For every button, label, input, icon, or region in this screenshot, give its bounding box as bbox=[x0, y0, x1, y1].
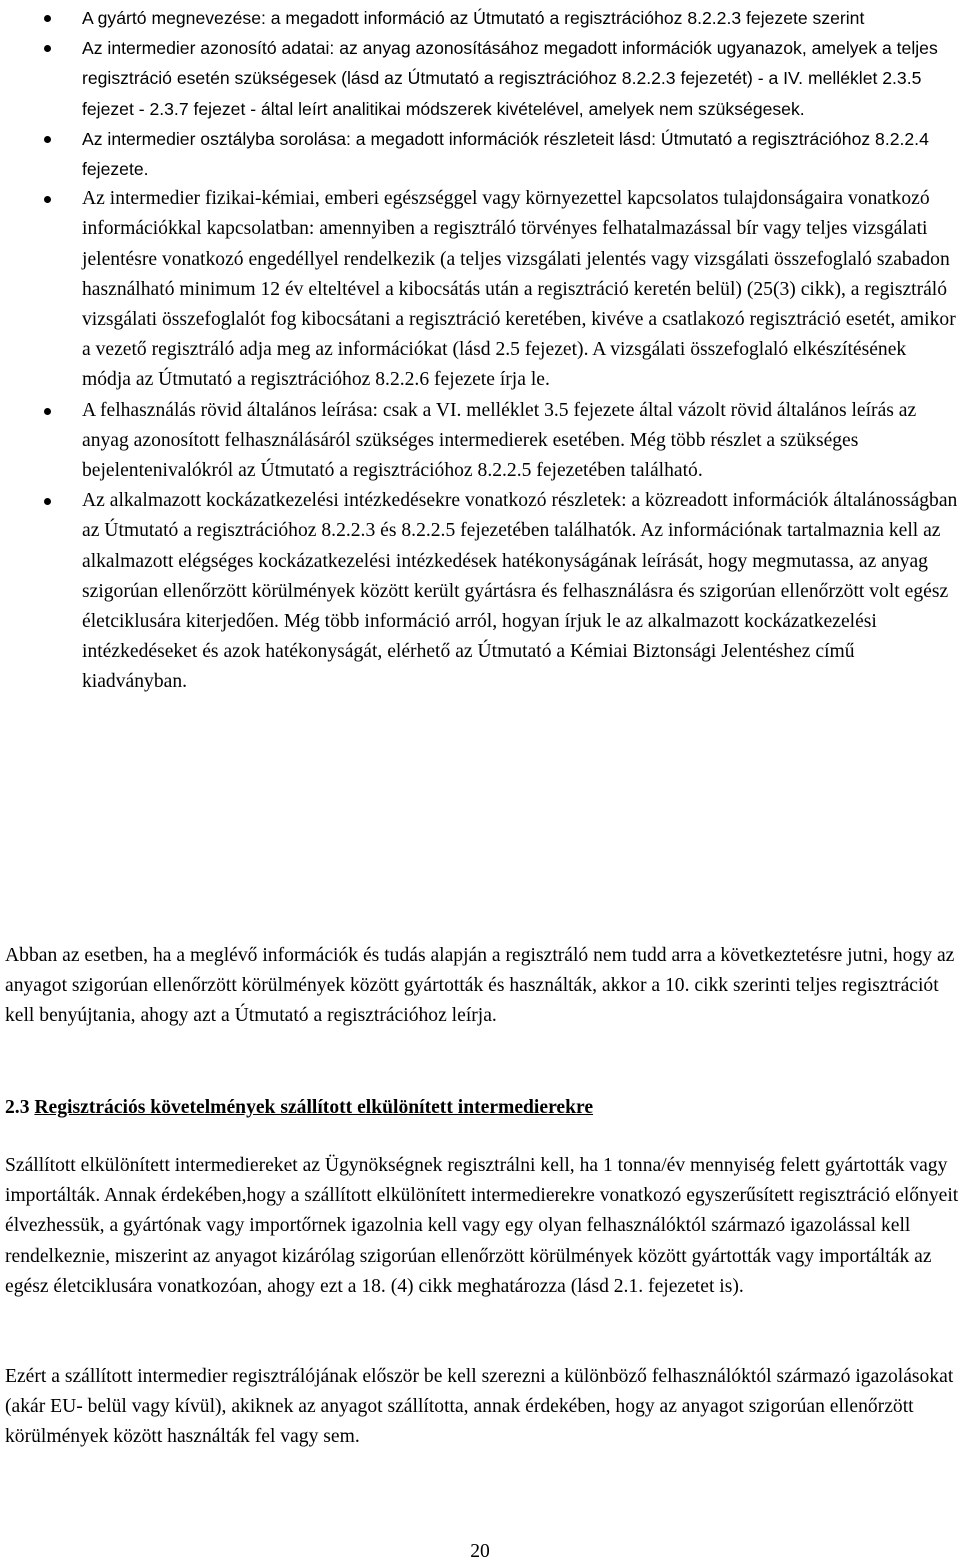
bullet-text: Az alkalmazott kockázatkezelési intézkedésekre vonatkozó részletek: a közreadott információk általánosságban az Útmutató a regisztrációhoz 8.2.2.3 és 8.2.2.5 fejezetében találhatók. Az információnak tartalmaznia kell az alkalmazott elégséges kockázatkezelési intézkedések hatékonyságának leírását, hogy megmutassa, az anyag szigorúan ellenőrzött körülmények között került gyártásra és felhasználásra és szigorúan ellenőrzött volt egész életciklusára kiterjedően. Még több információ arról, hogyan írjuk le az alkalmazott kockázatkezelési intézkedéseket és azok hatékonyságát, elérhető az Útmutató a Kémiai Biztonsági Jelentéshez című kiadványban. bbox=[82, 490, 958, 693]
bullet-dot-icon bbox=[44, 196, 51, 203]
bullet-text: Az intermedier osztályba sorolása: a megadott információk részleteit lásd: Útmutató a regisztrációhoz 8.2.2.4 fejezete. bbox=[82, 128, 929, 180]
bullet-item-manufacturer-name bbox=[44, 3, 960, 33]
bullet-dot-icon bbox=[44, 45, 51, 52]
bullet-item-risk-management bbox=[44, 486, 960, 697]
bullet-item-identification-data bbox=[44, 33, 960, 124]
page-number: 20 bbox=[470, 1541, 490, 1562]
paragraph-transported-intermediates: Szállított elkülönített intermediereket az Ügynökségnek regisztrálni kell, ha 1 tonna/év mennyiség felett gyártották vagy importálták. Annak érdekében,hogy a szállított elkülönített intermedierekre vonatkozó egyszerűsített regisztráció előnyeit élvezhessük, a gyártónak vagy importőrnek igazolnia kell vagy egy olyan felhasználóktól származó igazolással kell rendelkeznie, miszerint az anyagot kizárólag szigorúan ellenőrzött körülmények között gyártották vagy importálták az egész életciklusára vonatkozóan, ahogy ezt a 18. (4) cikk meghatározza (lásd 2.1. fejezetet is). bbox=[5, 1155, 959, 1297]
section-number: 2.3 bbox=[5, 1097, 30, 1118]
bullet-dot-icon bbox=[44, 136, 51, 143]
bullet-item-properties bbox=[44, 184, 960, 395]
bullet-text: Az intermedier azonosító adatai: az anyag azonosításához megadott információk ugyanazok, amelyek a teljes regisztráció esetén szükségesek (lásd az Útmutató a regisztrációhoz 8.2.2.3 fejezetét) - a IV. melléklet 2.3.5 fejezet - 2.3.7 fejezet - által leírt analitikai módszerek kivételével, amelyek nem szükségesek. bbox=[82, 38, 938, 119]
bullet-text: Az intermedier fizikai-kémiai, emberi egészséggel vagy környezettel kapcsolatos tulajdonságaira vonatkozó információkkal kapcsolatban: amennyiben a regisztráló törvényes felhatalmazással bír vagy teljes vizsgálati jelentésre vonatkozó engedéllyel rendelkezik (a teljes vizsgálati jelentés vagy vizsgálati összefoglaló szabadon használható minimum 12 év elteltével a kibocsátás után a regisztráció keretén belül) (25(3) cikk), a regisztráló vizsgálati összefoglalót fog kibocsátani a regisztráció keretében, kivéve a csatlakozó regisztráció esetét, amikor a vezető regisztráló adja meg az információkat (lásd 2.5 fejezet). A vizsgálati összefoglaló elkészítésének módja az Útmutató a regisztrációhoz 8.2.2.6 fejezete írja le. bbox=[82, 188, 956, 391]
bullet-item-use-description bbox=[44, 396, 960, 487]
bullet-dot-icon bbox=[44, 498, 51, 505]
paragraph-full-registration: Abban az esetben, ha a meglévő információk és tudás alapján a regisztráló nem tudd arra a következtetésre jutni, hogy az anyagot szigorúan ellenőrzött körülmények között gyártották és használták, akkor a 10. cikk szerinti teljes regisztrációt kell benyújtania, ahogy azt a Útmutató a regisztrációhoz leírja. bbox=[5, 945, 955, 1027]
bullet-item-classification bbox=[44, 124, 960, 184]
section-title: Regisztrációs követelmények szállított elkülönített intermedierekre bbox=[34, 1097, 594, 1118]
bullet-dot-icon bbox=[44, 15, 51, 22]
section-heading bbox=[5, 1093, 960, 1123]
bullet-list bbox=[44, 3, 960, 698]
bullet-text: A felhasználás rövid általános leírása: csak a VI. melléklet 3.5 fejezete által vázolt rövid általános leírás az anyag azonosított felhasználásáról szükséges intermedierek esetében. Még több részlet a szükséges bejelentenivalókról az Útmutató a regisztrációhoz 8.2.2.5 fejezetében található. bbox=[82, 399, 917, 482]
paragraph-confirmations: Ezért a szállított intermedier regisztrálójának először be kell szerezni a különböző felhasználóktól származó igazolásokat (akár EU- belül vagy kívül), akiknek az anyagot szállította, annak érdekében, hogy az anyagot szigorúan ellenőrzött körülmények között használták fel vagy sem. bbox=[5, 1366, 954, 1448]
bullet-dot-icon bbox=[44, 408, 51, 415]
bullet-text: A gyártó megnevezése: a megadott információ az Útmutató a regisztrációhoz 8.2.2.3 fejezete szerint bbox=[82, 8, 865, 28]
